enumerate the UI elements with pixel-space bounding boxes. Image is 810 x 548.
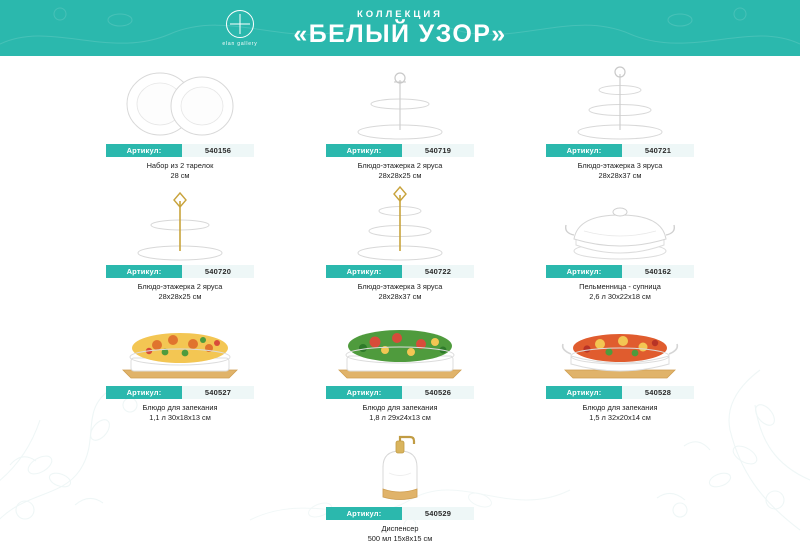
header-titles bbox=[293, 9, 506, 47]
article-code: 540720 bbox=[182, 265, 254, 278]
product-name: Блюдо-этажерка 2 яруса bbox=[137, 281, 223, 291]
product-caption bbox=[583, 403, 658, 423]
page-title: «БЕЛЫЙ УЗОР» bbox=[293, 20, 507, 48]
article-code: 540719 bbox=[402, 144, 474, 157]
article-code: 540526 bbox=[402, 386, 474, 399]
product-dims: 28 см bbox=[170, 170, 190, 180]
article-label: Артикул: bbox=[546, 386, 622, 399]
product-card[interactable] bbox=[510, 185, 730, 302]
article-label: Артикул: bbox=[326, 386, 402, 399]
product-name: Набор из 2 тарелок bbox=[146, 161, 214, 170]
article-row bbox=[546, 265, 694, 278]
product-dims: 1,1 л 30х18х13 см bbox=[149, 412, 211, 422]
product-caption bbox=[363, 403, 438, 423]
article-code: 540528 bbox=[622, 386, 694, 399]
circle-cross-logo-icon bbox=[226, 10, 254, 38]
product-dims: 1,5 л 32х20х14 см bbox=[589, 412, 651, 422]
product-image bbox=[300, 306, 500, 382]
product-image bbox=[520, 306, 720, 382]
product-grid bbox=[0, 56, 800, 548]
article-label: Артикул: bbox=[106, 386, 182, 399]
product-image bbox=[520, 185, 720, 261]
article-label: Артикул: bbox=[326, 144, 402, 157]
article-row bbox=[106, 386, 254, 399]
product-card[interactable] bbox=[70, 64, 290, 181]
product-card[interactable] bbox=[290, 185, 510, 302]
article-code: 540156 bbox=[182, 144, 254, 157]
product-caption bbox=[358, 161, 443, 181]
product-card[interactable] bbox=[510, 306, 730, 423]
three-tier-stand-icon bbox=[560, 64, 680, 140]
article-label: Артикул: bbox=[106, 144, 182, 157]
article-code: 540721 bbox=[622, 144, 694, 157]
two-plates-icon bbox=[110, 68, 250, 140]
product-dims: 500 мл 15х8х15 см bbox=[367, 533, 433, 543]
product-image bbox=[520, 64, 720, 140]
soap-dispenser-icon bbox=[355, 429, 445, 503]
product-card[interactable] bbox=[290, 427, 510, 544]
article-code: 540529 bbox=[402, 507, 474, 520]
product-name: Блюдо для запекания bbox=[142, 402, 218, 412]
article-row bbox=[326, 386, 474, 399]
product-dims: 28х28х37 см bbox=[378, 291, 422, 301]
product-caption bbox=[579, 282, 661, 302]
brand-logo bbox=[205, 4, 275, 52]
product-caption bbox=[358, 282, 443, 302]
article-row bbox=[326, 144, 474, 157]
article-row bbox=[546, 386, 694, 399]
product-card[interactable] bbox=[70, 306, 290, 423]
product-image bbox=[300, 427, 500, 503]
product-name: Блюдо-этажерка 2 яруса bbox=[357, 161, 443, 170]
product-name: Пельменница - супница bbox=[579, 281, 661, 291]
product-image bbox=[80, 185, 280, 261]
product-image bbox=[80, 64, 280, 140]
baking-dish-medium-icon bbox=[325, 312, 475, 382]
product-dims: 28х28х37 см bbox=[598, 170, 642, 180]
product-name: Блюдо для запекания bbox=[582, 402, 658, 412]
product-caption bbox=[143, 403, 218, 423]
product-card[interactable] bbox=[290, 64, 510, 181]
brand-name: elan gallery bbox=[222, 40, 258, 47]
product-dims: 2,6 л 30х22х18 см bbox=[589, 291, 651, 301]
product-name: Блюдо-этажерка 3 яруса bbox=[357, 281, 443, 291]
article-code: 540722 bbox=[402, 265, 474, 278]
article-label: Артикул: bbox=[326, 265, 402, 278]
article-row bbox=[326, 265, 474, 278]
baking-dish-small-icon bbox=[105, 312, 255, 382]
two-tier-stand-icon bbox=[340, 66, 460, 140]
product-caption bbox=[578, 161, 663, 181]
article-row bbox=[106, 144, 254, 157]
product-dims: 28х28х25 см bbox=[378, 170, 422, 180]
product-dims: 28х28х25 см bbox=[158, 291, 202, 301]
product-caption bbox=[368, 524, 433, 544]
article-label: Артикул: bbox=[106, 265, 182, 278]
article-label: Артикул: bbox=[546, 265, 622, 278]
product-image bbox=[80, 306, 280, 382]
two-tier-stand-gold-icon bbox=[120, 187, 240, 261]
article-code: 540527 bbox=[182, 386, 254, 399]
three-tier-stand-gold-icon bbox=[340, 185, 460, 261]
product-caption bbox=[138, 282, 223, 302]
product-name: Блюдо для запекания bbox=[362, 402, 438, 412]
product-caption bbox=[147, 161, 214, 181]
product-name: Диспенсер bbox=[381, 523, 419, 533]
article-label: Артикул: bbox=[326, 507, 402, 520]
page-header bbox=[0, 0, 800, 56]
product-name: Блюдо-этажерка 3 яруса bbox=[577, 161, 663, 170]
article-row bbox=[106, 265, 254, 278]
article-row bbox=[546, 144, 694, 157]
collection-label: КОЛЛЕКЦИЯ bbox=[356, 9, 443, 20]
product-image bbox=[300, 185, 500, 261]
product-card[interactable] bbox=[70, 185, 290, 302]
article-row bbox=[326, 507, 474, 520]
product-card[interactable] bbox=[510, 64, 730, 181]
article-code: 540162 bbox=[622, 265, 694, 278]
baking-dish-oval-icon bbox=[545, 312, 695, 382]
product-dims: 1,8 л 29х24х13 см bbox=[369, 412, 431, 422]
product-image bbox=[300, 64, 500, 140]
lidded-tureen-icon bbox=[550, 195, 690, 261]
product-card[interactable] bbox=[290, 306, 510, 423]
article-label: Артикул: bbox=[546, 144, 622, 157]
